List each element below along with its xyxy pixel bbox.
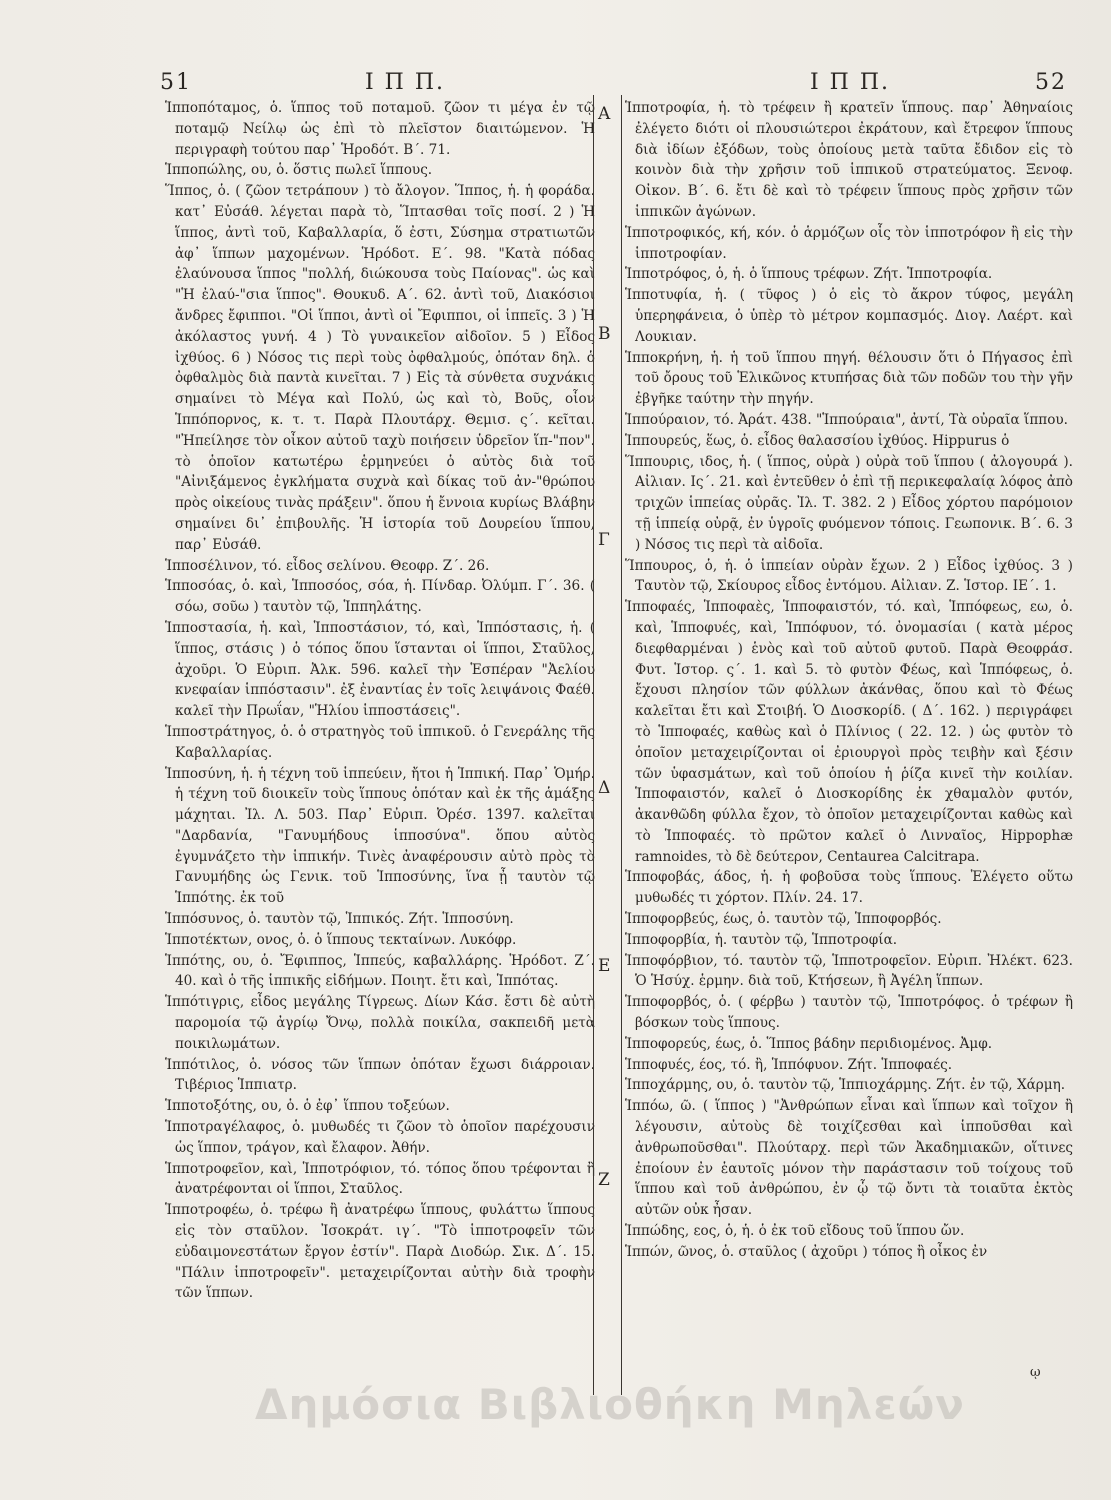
section-letter-delta: Δ: [598, 778, 611, 798]
dictionary-entry: Ἱπποσύνη, ἡ. ἡ τέχνη τοῦ ἱππεύειν, ἤτοι ἡ Ἱππική. Παρ᾽ Ὁμήρ. ἡ τέχνη τοῦ διοικεῖν τοὺς ἵππους ὁπόταν καὶ ἐκ τῆς ἁμάξης μάχηται. Ἰλ. Λ. 503. Παρ᾽ Εὐριπ. Ὀρέσ. 1397. καλεῖται "Δαρδανία, "Γανυμήδους ἱπποσύνα". ὅπου αὐτὸς ἐγυμνάζετο τὴν ἱππικήν. Τινὲς ἀναφέρουσιν αὐτὸ πρὸς τὸ Γανυμήδης ὡς Γενικ. τοῦ Ἱπποσύνης, ἵνα ᾖ ταυτὸν τῷ Ἱππότης. ἐκ τοῦ: [165, 765, 595, 907]
dictionary-entry: Ἱπποκρήνη, ἡ. ἡ τοῦ ἵππου πηγή. θέλουσιν ὅτι ὁ Πήγασος ἐπὶ τοῦ ὄρους τοῦ Ἑλικῶνος κτυπήσας διὰ τῶν ποδῶν του τὴν γῆν ἐβγῆκε ταύτην τὴν πηγήν.: [625, 349, 1073, 408]
running-title-right: Ι Π Π.: [810, 70, 891, 95]
page-number-right: 52: [1035, 70, 1067, 95]
dictionary-entry: Ἱπποφόρβιον, τό. ταυτὸν τῷ, Ἱπποτροφεῖον. Εὐριπ. Ἠλέκτ. 623. Ὁ Ἡσύχ. ἑρμην. διὰ τοῦ, Κτήσεων, ἢ Ἀγέλη ἵππων.: [625, 952, 1073, 990]
dictionary-entry: Ἱπποτροφεῖον, καὶ, Ἱπποτρόφιον, τό. τόπος ὅπου τρέφονται ἢ ἀνατρέφονται οἱ ἵπποι, Σταῦλος.: [165, 1160, 595, 1198]
section-letter-alpha: Α: [598, 104, 611, 124]
dictionary-entry: Ἱππούραιον, τό. Ἀράτ. 438. "Ἱππούραια", ἀντί, Τὰ οὐραῖα ἵππου.: [625, 411, 1068, 428]
section-letter-gamma: Γ: [598, 530, 610, 550]
dictionary-entry: Ἱππότιλος, ὁ. νόσος τῶν ἵππων ὁπόταν ἔχωσι διάρροιαν. Τιβέριος Ἱππιατρ.: [165, 1056, 595, 1094]
catchword: ῳ: [1030, 1365, 1041, 1380]
dictionary-entry: Ἱπποσέλινον, τό. εἶδος σελίνου. Θεοφρ. Ζ΄. 26.: [165, 557, 490, 574]
dictionary-entry: Ἱπποφορβός, ὁ. ( φέρβω ) ταυτὸν τῷ, Ἱπποτρόφος. ὁ τρέφων ἢ βόσκων τοὺς ἵππους.: [625, 994, 1073, 1032]
dictionary-entry: Ἱπποσόας, ὁ. καὶ, Ἱπποσόος, σόα, ἡ. Πίνδαρ. Ὀλύμπ. Γ΄. 36. ( σόω, σοῦω ) ταυτὸν τῷ, Ἱππηλάτης.: [165, 578, 595, 616]
library-watermark: Δημόσια Βιβλιοθήκη Μηλεών: [255, 1380, 965, 1429]
section-letter-beta: Β: [598, 324, 611, 344]
dictionary-entry: Ἱπποτροφία, ἡ. τὸ τρέφειν ἢ κρατεῖν ἵππους. παρ᾽ Ἀθηναίοις ἐλέγετο διότι οἱ πλουσιώτεροι ἐκράτουν, καὶ ἔτρεφον ἵππους διὰ ἰδίων ἐξόδων, τοὺς ὁποίους μετὰ ταῦτα ἔδιδον εἰς τὸ κοινὸν διὰ τὴν χρῆσιν τοῦ ἱππικοῦ στρατεύματος. Ξενοφ. Οἰκον. Β΄. 6. ἔτι δὲ καὶ τὸ τρέφειν ἵππους πρὸς χρῆσιν τῶν ἱππικῶν ἀγώνων.: [625, 100, 1073, 220]
section-letters: [592, 98, 620, 1398]
dictionary-entry: Ἱπποφαές, Ἱπποφαὲς, Ἱπποφαιστόν, τό. καὶ, Ἱππόφεως, εω, ὁ. καὶ, Ἱπποφυές, καὶ, Ἱππόφυον, τό. ὀνομασίαι ( κατὰ μέρος διεφθαρμέναι ) ἑνὸς καὶ τοῦ αὐτοῦ φυτοῦ. Παρὰ Θεοφράσ. Φυτ. Ἱστορ. ς΄. 1. καὶ 5. τὸ φυτὸν Φέως, καὶ Ἱππόφεως, ὁ. ἔχουσι πλησίον τῶν φύλλων ἀκάνθας, ὅπου καὶ τὸ Φέως καλεῖται ἔτι καὶ Στοιβή. Ὁ Διοσκορίδ. ( Δ΄. 162. ) περιγράφει τὸ Ἱπποφαές, καθὼς καὶ ὁ Πλίνιος ( 22. 12. ) ὡς φυτὸν τὸ ὁποῖον μεταχειρίζονται οἱ ἐριουργοὶ πρὸς τειβὴν καὶ ξέσιν τῶν ὑφασμάτων, καὶ τοῦ ὁποίου ἡ ῥίζα κινεῖ τὴν κοιλίαν. Ἱπποφαιστόν, καλεῖ ὁ Διοσκορίδης ἐκ χθαμαλὸν φυτόν, ἀκανθῶδη φύλλα ἔχον, τὸ ὁποῖον μεταχειρίζονται καθὼς καὶ τὸ Ἱπποφαές. τὸ πρῶτον καλεῖ ὁ Λινναῖος, Hippophæ ramnoides, τὸ δὲ δεύτερον, Centaurea Calcitrapa.: [625, 599, 1073, 865]
dictionary-entry: Ἱπποχάρμης, ου, ὁ. ταυτὸν τῷ, Ἱππιοχάρμης. Ζήτ. ἐν τῷ, Χάρμη.: [625, 1077, 1066, 1094]
dictionary-entry: Ἱπποπόταμος, ὁ. ἵππος τοῦ ποταμοῦ. ζῶον τι μέγα ἐν τῷ ποταμῷ Νείλῳ ὡς ἐπὶ τὸ πλεῖστον διαιτώμενον. Ἡ περιγραφὴ τούτου παρ᾽ Ἡροδότ. Β΄. 71.: [165, 100, 595, 158]
dictionary-entry: Ἱππώδης, εος, ὁ, ἡ. ὁ ἐκ τοῦ εἴδους τοῦ ἵππου ὤν.: [625, 1223, 965, 1240]
dictionary-entry: Ἱπποφορβεύς, έως, ὁ. ταυτὸν τῷ, Ἱπποφορβός.: [625, 911, 942, 928]
dictionary-entry: Ἱπποτροφέω, ὁ. τρέφω ἢ ἀνατρέφω ἵππους, φυλάττω ἵππους εἰς τὸν σταῦλον. Ἰσοκράτ. ιγ΄. "Τὸ ἱπποτροφεῖν τῶν εὐδαιμονεστάτων ἔργον ἐστίν". Παρὰ Διοδώρ. Σικ. Δ΄. 15. "Πάλιν ἱπποτροφεῖν". μεταχειρίζονται αὐτὴν διὰ τροφὴν τῶν ἵππων.: [165, 1202, 595, 1302]
dictionary-entry: Ἵππος, ὁ. ( ζῶον τετράπουν ) τὸ ἄλογον. Ἵππος, ἡ. ἡ φοράδα. κατ᾽ Εὐσάθ. λέγεται παρὰ τὸ, Ἵπτασθαι τοῖς ποσί. 2 ) Ἡ ἵππος, ἀντὶ τοῦ, Καβαλλαρία, ὅ ἐστι, Σύσημα στρατιωτῶν ἀφ᾽ ἵππων μαχομένων. Ἡρόδοτ. Ε΄. 98. "Κατὰ πόδας ἐλαύνουσα ἵππος "πολλή, διώκουσα τοὺς Παίονας". ὡς καὶ "Ἡ ἐλαύ-"σια ἵππος". Θουκυδ. Α΄. 62. ἀντὶ τοῦ, Διακόσιοι ἄνδρες ἔφιπποι. "Οἱ ἵπποι, ἀντὶ οἱ Ἔφιπποι, οἱ ἱππεῖς. 3 ) Ἡ ἀκόλαστος γυνή. 4 ) Τὸ γυναικεῖον αἰδοῖον. 5 ) Εἶδος ἰχθύος. 6 ) Νόσος τις περὶ τοὺς ὀφθαλμούς, ὁπόταν δηλ. ὁ ὀφθαλμὸς διὰ παντὰ κινεῖται. 7 ) Εἰς τὰ σύνθετα συχνάκις σημαίνει τὸ Μέγα καὶ Πολύ, ὡς καὶ τὸ, Βοῦς, οἷον Ἱππόπορνος, κ. τ. τ. Παρὰ Πλουτάρχ. Θεμισ. ς΄. κεῖται. "Ἠπείλησε τὸν οἶκον αὐτοῦ ταχὺ ποιήσειν ὑδρεῖον ἵπ-"πον". τὸ ὁποῖον κατωτέρω ἑρμηνεύει ὁ αὐτὸς διὰ τοῦ "Αἰνιξάμενος ἐγκλήματα συχνὰ καὶ δίκας τοῦ ἀν-"θρώπου πρὸς οἰκείους τινὰς πράξειν". ὅπου ἡ ἔννοια κυρίως Βλάβην σημαίνει δι᾽ ἐπιβουλῆς. Ἡ ἱστορία τοῦ Δουρείου ἵππου, παρ᾽ Εὐσάθ.: [165, 183, 595, 553]
dictionary-entry: Ἱπποτρόφος, ὁ, ἡ. ὁ ἵππους τρέφων. Ζήτ. Ἱπποτροφία.: [625, 266, 993, 283]
dictionary-entry: Ἱπποφορεύς, έως, ὁ. Ἵππος βάδην περιδιομένος. Ἀμφ.: [625, 1035, 993, 1052]
dictionary-entry: Ἱπποφορβία, ἡ. ταυτὸν τῷ, Ἱπποτροφία.: [625, 931, 898, 948]
dictionary-entry: Ἱππών, ῶνος, ὁ. σταῦλος ( ἀχοῦρι ) τόπος ἢ οἶκος ἐν: [625, 1243, 988, 1260]
dictionary-entry: Ἱπποτροφικός, κή, κόν. ὁ ἁρμόζων οἷς τὸν ἱπποτρόφον ἢ εἰς τὴν ἱπποτροφίαν.: [625, 224, 1073, 262]
section-letter-zeta: Ζ: [598, 1170, 610, 1190]
dictionary-entry: Ἱππουρεύς, ἕως, ὁ. εἶδος θαλασσίου ἰχθύος. Hippurus ὁ: [625, 432, 1010, 449]
dictionary-entry: Ἱππότιγρις, εἶδος μεγάλης Τίγρεως. Δίων Κάσ. ἔστι δὲ αὐτὴ παρομοία τῷ ἀγρίῳ Ὄνῳ, πολλὰ ποικίλα, σακπειδῆ μετὰ ποικιλωμάτων.: [165, 994, 595, 1052]
dictionary-entry: Ἱπποτοξότης, ου, ὁ. ὁ ἐφ᾽ ἵππου τοξεύων.: [165, 1098, 450, 1115]
section-letter-epsilon: Ε: [598, 956, 611, 976]
dictionary-entry: Ἱπποστασία, ἡ. καὶ, Ἱπποστάσιον, τό, καὶ, Ἱππόστασις, ἡ. ( ἵππος, στάσις ) ὁ τόπος ὅπου ἵστανται οἱ ἵπποι, Σταῦλος, ἀχοῦρι. Ὁ Εὐριπ. Ἀλκ. 596. καλεῖ τὴν Ἑσπέραν "Ἀελίου κνεφαίαν ἱππόστασιν". ἐξ ἐναντίας ἐν τοῖς λειψάνοις Φαέθ. καλεῖ τὴν Πρωΐαν, "Ἡλίου ἱπποστάσεις".: [165, 619, 595, 720]
dictionary-entry: Ἱπποτραγέλαφος, ὁ. μυθωδές τι ζῶον τὸ ὁποῖον παρέχουσιν ὡς ἵππον, τράγον, καὶ ἔλαφον. Ἀθήν.: [165, 1119, 595, 1156]
dictionary-entry: Ἱπποστράτηγος, ὁ. ὁ στρατηγὸς τοῦ ἱππικοῦ. ὁ Γενεράλης τῆς Καβαλλαρίας.: [165, 723, 595, 761]
dictionary-entry: Ἱπποπώλης, ου, ὁ. ὅστις πωλεῖ ἵππους.: [165, 162, 433, 179]
dictionary-entry: Ἵππουρος, ὁ, ἡ. ὁ ἱππείαν οὐρὰν ἔχων. 2 ) Εἶδος ἰχθύος. 3 ) Ταυτὸν τῷ, Σκίουρος εἶδος ἐντόμου. Αἰλιαν. Ζ. Ἱστορ. ΙΕ΄. 1.: [625, 557, 1073, 595]
column-divider-right: [621, 95, 622, 1395]
dictionary-entry: Ἱπποφυές, έος, τό. ἢ, Ἱππόφυον. Ζήτ. Ἱπποφαές.: [625, 1056, 953, 1073]
dictionary-entry: Ἱππόσυνος, ὁ. ταυτὸν τῷ, Ἱππικός. Ζήτ. Ἱπποσύνη.: [165, 911, 514, 928]
running-title-left: Ι Π Π.: [365, 70, 446, 95]
dictionary-entry: Ἱπποτυφία, ἡ. ( τῦφος ) ὁ εἰς τὸ ἄκρον τύφος, μεγάλη ὑπερηφάνεια, ὁ ὑπὲρ τὸ μέτρον κομπασμός. Διογ. Λαέρτ. καὶ Λουκιαν.: [625, 287, 1073, 345]
dictionary-entry: Ἱππόω, ῶ. ( ἵππος ) "Ἀνθρώπων εἶναι καὶ ἵππων καὶ τοῖχον ἢ λέγουσιν, αὐτοὺς δὲ τοιχίζεσθαι καὶ ἱπποῦσθαι καὶ ἀνθρωποῦσθαι". Πλούταρχ. περὶ τῶν Ἀκαδημιακῶν, οἵτινες ἐποίουν ἐν ἑαυτοῖς μόνον τὴν παράστασιν τοῦ τοίχους τοῦ ἵππου καὶ τοῦ ἀνθρώπου, ἐν ᾧ τῷ ὄντι τὰ τοιαῦτα ἐκτὸς αὐτῶν οὐκ ἦσαν.: [625, 1098, 1073, 1219]
dictionary-entry: Ἱππότης, ου, ὁ. Ἔφιππος, Ἱππεύς, καβαλλάρης. Ἡρόδοτ. Ζ΄. 40. καὶ ὁ τῆς ἱππικῆς εἰδήμων. Ποιητ. ἔτι καὶ, Ἱππότας.: [165, 952, 595, 990]
right-column: [625, 98, 1073, 1398]
dictionary-entry: Ἱπποφοβάς, άδος, ἡ. ἡ φοβοῦσα τοὺς ἵππους. Ἐλέγετο οὕτω μυθωδές τι χόρτον. Πλίν. 24. 17.: [625, 869, 1073, 907]
dictionary-entry: Ἵππουρις, ιδος, ἡ. ( ἵππος, οὐρὰ ) οὐρὰ τοῦ ἵππου ( ἀλογουρά ). Αἰλιαν. Ις΄. 21. καὶ ἐντεῦθεν ὁ ἐπὶ τῇ περικεφαλαίᾳ λόφος ἀπὸ τριχῶν ἱππείας οὐρᾶς. Ἰλ. Τ. 382. 2 ) Εἶδος χόρτου παρόμοιον τῇ ἱππείᾳ οὐρᾷ, ἐν ὑγροῖς φυόμενον τόποις. Γεωπονικ. Β΄. 6. 3 ) Νόσος τις περὶ τὰ αἰδοῖα.: [625, 453, 1073, 553]
page-number-left: 51: [160, 70, 192, 95]
left-column: [165, 98, 595, 1398]
page-header: [160, 70, 1080, 100]
dictionary-entry: Ἱπποτέκτων, ονος, ὁ. ὁ ἵππους τεκταίνων. Λυκόφρ.: [165, 931, 517, 948]
